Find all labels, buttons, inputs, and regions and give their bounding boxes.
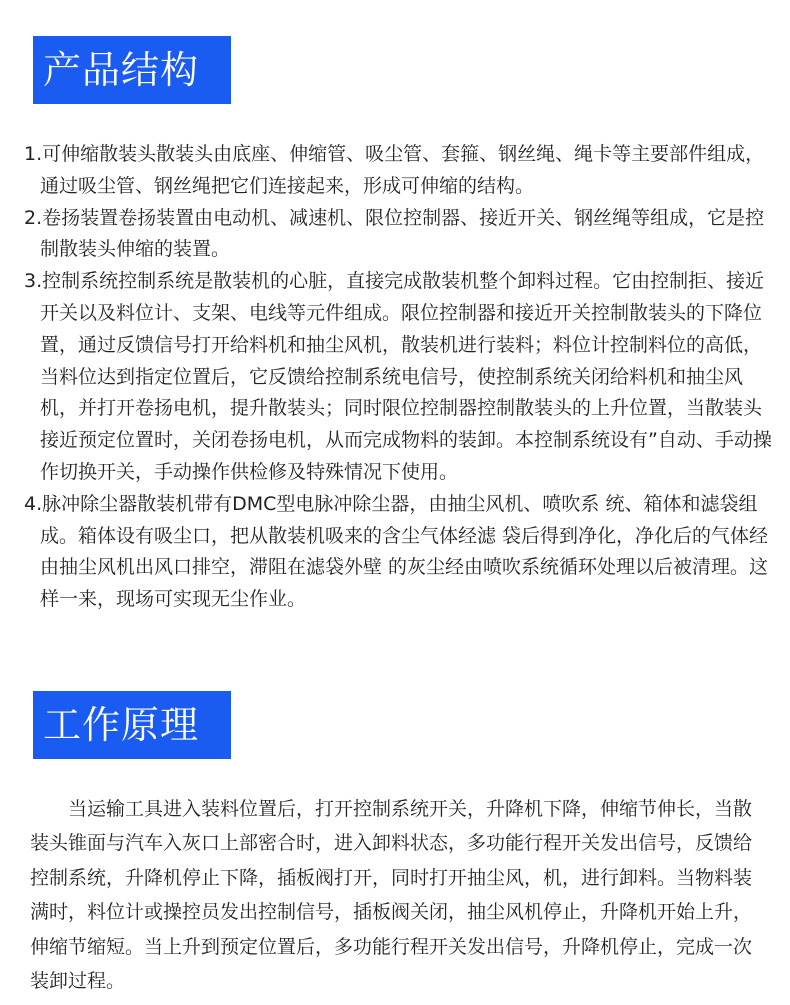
structure-item-2: 2.卷扬装置卷扬装置由电动机、减速机、限位控制器、接近开关、钢丝绳等组成，它是控制散装头伸缩的装置。 xyxy=(24,206,765,261)
principle-paragraph: 当运输工具进入装料位置后，打开控制系统开关，升降机下降，伸缩节伸长，当散装头锥面与汽车入灰口上部密合时，进入卸料状态，多功能行程开关发出信号，反馈给控制系统，升降机停止下降，插板阀打开，同时打开抽尘风，机，进行卸料。当物料装满时，料位计或操控员发出控制信号，插板阀关闭，抽尘风机停止，升降机开始上升，伸缩节缩短。当上升到预定位置后，多功能行程开关发出信号，升降机停止，完成一次装卸过程。 xyxy=(30,798,753,993)
structure-item-3: 3.控制系统控制系统是散装机的心脏，直接完成散装机整个卸料过程。它由控制拒、接近开关以及料位计、支架、电线等元件组成。限位控制器和接近开关控制散装头的下降位置，通过反馈信号打开给料机和抽尘风机，散装机进行装料；料位计控制料位的高低，当料位达到指定位置后，它反馈给控制系统电信号，使控制系统关闭给料机和抽尘风机，并打开卷扬电机，提升散装头；同时限位控制器控制散装头的上升位置，当散装头接近预定位置时，关闭卷扬电机，从而完成物料的装卸。本控制系统设有”自动、手动操作切换开关，手动操作供检修及特殊情况下使用。 xyxy=(24,270,772,483)
section-title-structure: 产品结构 xyxy=(33,36,231,104)
structure-item-1: 1.可伸缩散装头散装头由底座、伸缩管、吸尘管、套箍、钢丝绳、绳卡等主要部件组成，通过吸尘管、钢丝绳把它们连接起来，形成可伸缩的结构。 xyxy=(24,143,765,197)
structure-item-4: 4.脉冲除尘器散装机带有DMC型电脉冲除尘器，由抽尘风机、喷吹系 统、箱体和滤袋组成。箱体设有吸尘口，把从散装机吸来的含尘气体经滤 袋后得到净化，净化后的气体经由抽尘风机出风口排空，滞阻在滤袋外壁 的灰尘经由喷吹系统循环处理以后被清理。这样一来，现场可实现无尘作业。 xyxy=(24,492,769,611)
section-title-principle: 工作原理 xyxy=(33,691,231,759)
structure-list xyxy=(24,139,772,616)
